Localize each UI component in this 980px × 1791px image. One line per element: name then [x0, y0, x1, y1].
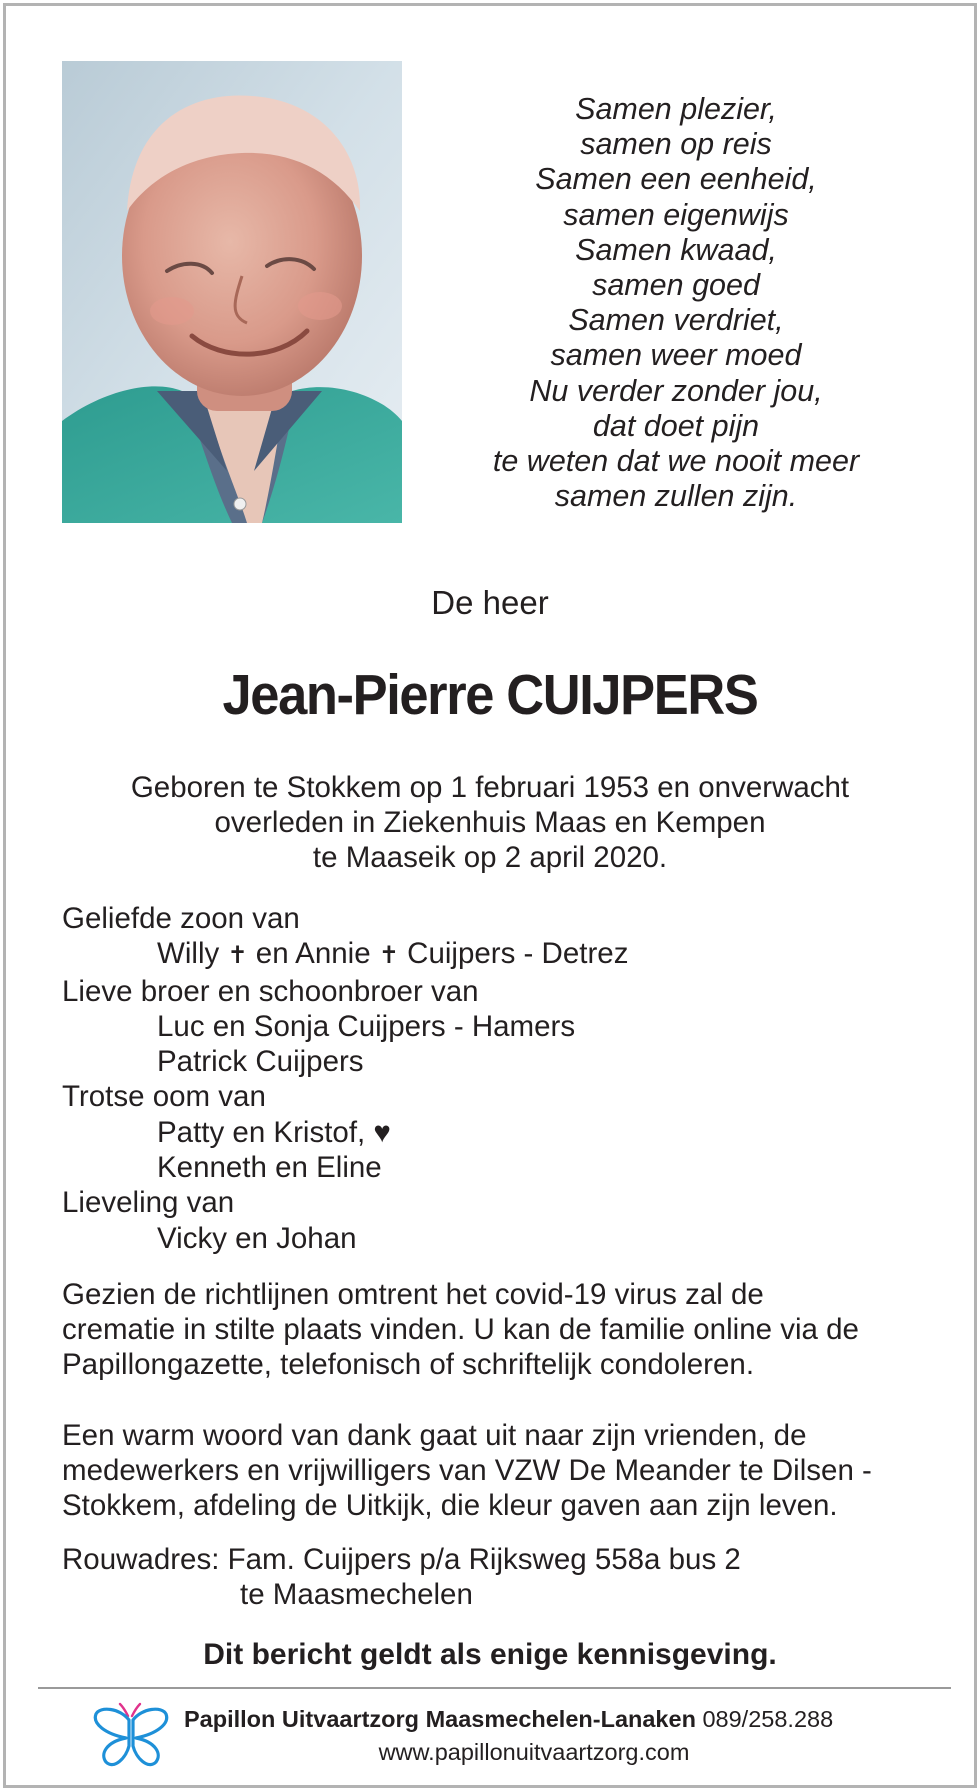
family-relations — [62, 901, 922, 1256]
paragraph-line: crematie in stilte plaats vinden. U kan de familie online via de — [62, 1313, 859, 1347]
relation-name: Patrick Cuijpers — [157, 1045, 364, 1079]
poem-line: Nu verder zonder jou, — [529, 373, 823, 408]
paragraph-line: Gezien de richtlijnen omtrent het covid-19 virus zal de — [62, 1278, 764, 1311]
poem-line: Samen een eenheid, — [535, 162, 817, 197]
salutation: De heer — [431, 584, 549, 621]
poem-line: te weten dat we nooit meer — [492, 444, 860, 479]
cross-icon: ✝ — [227, 942, 248, 970]
parent-name: en Annie — [255, 937, 371, 971]
company-website-link[interactable]: www.papillonuitvaartzorg.com — [378, 1739, 690, 1765]
paragraph-line: Papillongazette, telefonisch of schriftelijk condoleren. — [62, 1348, 755, 1382]
poem-line: samen eigenwijs — [563, 197, 789, 232]
death-notice-card — [3, 3, 977, 1788]
birth-line: Geboren te Stokkem op 1 februari 1953 en onverwacht — [130, 771, 850, 804]
poem-line: samen weer moed — [550, 338, 802, 373]
birth-line: te Maaseik op 2 april 2020. — [312, 841, 668, 875]
paragraph-line: Een warm woord van dank gaat uit naar zijn vrienden, de — [62, 1419, 807, 1452]
butterfly-logo-icon — [92, 1702, 172, 1772]
paragraph-line: Stokkem, afdeling de Uitkijk, die kleur gaven aan zijn leven. — [62, 1489, 838, 1523]
poem-line: Samen verdriet, — [568, 303, 784, 338]
relation-parents — [62, 936, 922, 973]
company-name: Papillon Uitvaartzorg Maasmechelen-Lanaken — [184, 1706, 696, 1732]
covid-paragraph — [62, 1277, 922, 1383]
birth-death-info — [6, 770, 974, 876]
parents-surnames: Cuijpers - Detrez — [407, 937, 629, 971]
poem-line: Samen plezier, — [575, 92, 777, 126]
address-line: te Maasmechelen — [240, 1578, 473, 1612]
poem-line: Samen kwaad, — [575, 232, 777, 267]
relation-heading: Trotse oom van — [62, 1080, 266, 1114]
paragraph-line: medewerkers en vrijwilligers van VZW De Meander te Dilsen - — [62, 1454, 872, 1488]
portrait-photo — [62, 61, 402, 523]
birth-line: overleden in Ziekenhuis Maas en Kempen — [214, 806, 766, 840]
company-phone[interactable]: 089/258.288 — [702, 1706, 834, 1732]
footer-divider — [38, 1687, 951, 1689]
funeral-company — [184, 1706, 833, 1733]
parent-name: Willy — [157, 937, 220, 971]
relation-name: Kenneth en Eline — [157, 1151, 382, 1185]
official-notice: Dit bericht geldt als enige kennisgeving. — [203, 1638, 777, 1671]
relation-name: Luc en Sonja Cuijpers - Hamers — [157, 1009, 576, 1043]
cross-icon: ✝ — [378, 942, 399, 970]
relation-name: Patty en Kristof, ♥ — [157, 1115, 391, 1149]
relation-heading: Lieveling van — [62, 1186, 235, 1220]
address-line: Rouwadres: Fam. Cuijpers p/a Rijksweg 558a bus 2 — [62, 1543, 741, 1576]
deceased-name: Jean-Pierre CUIJPERS — [222, 663, 758, 727]
poem-line: samen op reis — [580, 127, 772, 162]
relation-heading: Geliefde zoon van — [62, 902, 300, 935]
poem-line: samen goed — [592, 268, 760, 303]
relation-heading: Lieve broer en schoonbroer van — [62, 974, 479, 1008]
relation-name: Vicky en Johan — [157, 1221, 357, 1255]
poem — [451, 92, 901, 514]
mourning-address — [62, 1542, 741, 1612]
poem-line: dat doet pijn — [592, 408, 760, 443]
thanks-paragraph — [62, 1418, 922, 1524]
poem-line: samen zullen zijn. — [554, 479, 798, 514]
